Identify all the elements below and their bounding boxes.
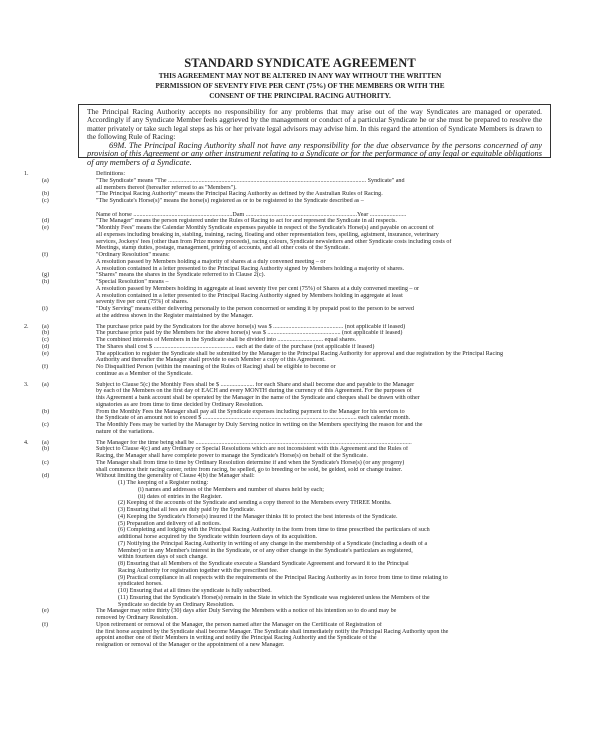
clause-text: From the Monthly Fees the Manager shall pay all the Syndicate expenses including payment to the Manager for his services to: [96, 408, 405, 415]
clause-text: Subject to Clause 4(c) and any Ordinary or Special Resolutions which are not inconsistent with this Agreement and the Rules of: [96, 446, 409, 453]
clause-line: [18, 266, 592, 273]
clause-text: Member) or in any Member's interest in the Syndicate, or of any other change in the Syndicate's particulars as registered,: [118, 547, 413, 554]
clause-text: services, Jockeys' fees (other than from Prize money proceeds), racing colours, Syndicate newsletters and other Syndicate costs including costs of: [96, 238, 452, 245]
clause-label: (f): [42, 364, 49, 370]
clause-text: The Manager shall from time to time by Ordinary Resolution determine if and when the Syndicate's Horse(s) (or any progeny): [96, 459, 405, 466]
clause-text: The Shares shall cost $ ..................................................... each at the date of the purchase (not applicable if leased): [96, 343, 375, 350]
clause-text: (9) Practical compliance in all respects with the requirements of the Principal Racing Authority as in force from time to time relating to: [118, 574, 448, 581]
clause-text: (2) Keeping of the accounts of the Syndicate and sending a copy thereof to the Members every THREE Months.: [118, 500, 392, 507]
clause-text: Authority and thereafter the Manager shall provide to each Member a copy of this Agreement.: [96, 357, 326, 364]
clause-line: [18, 371, 592, 378]
clause-line: [18, 382, 592, 389]
clause-line: [18, 286, 592, 293]
clause-line: [18, 415, 592, 422]
clause-line: [18, 364, 592, 371]
clause-line: [18, 225, 592, 232]
clause-line: [18, 245, 592, 252]
clause-line: [18, 205, 592, 212]
clause-line: [18, 409, 592, 416]
clause-line: [18, 232, 592, 239]
clause-label: (d): [42, 473, 50, 480]
clause-text: signatories as are from time to time decided by Ordinary Resolution.: [96, 401, 264, 408]
clause-text: (7) Notifying the Principal Racing Authority in writing of any change in the membership of a Syndicate (including a death of a: [118, 540, 428, 547]
clause-text: resignation or removal of the Manager or the appointment of a new Manager.: [96, 642, 285, 648]
clause-line: [18, 615, 592, 622]
clause-text: "Monthly Fees" means the Calendar Monthly Syndicate expenses payable in respect of the Syndicate's Horse(s) and payable on account of: [96, 225, 434, 231]
clause-label: (a): [42, 323, 49, 330]
clause-line: [18, 388, 592, 395]
clause-line: [18, 548, 592, 555]
clause-text: Racing Authority for registration together with the prescribed fee.: [118, 567, 279, 574]
clause-number: 2.: [24, 323, 29, 330]
clause-line: [18, 293, 592, 300]
clause-line: [18, 337, 592, 344]
clause-line: [18, 313, 592, 320]
clause-label: (c): [42, 198, 49, 204]
clause-line: [18, 218, 592, 225]
clause-text: A resolution contained in a letter presented to the Principal Racing Authority signed by Members holding in aggregate at least: [96, 292, 403, 299]
clause-text: "The Syndicate's Horse(s)" means the horse(s) registered as or to be registered to the Syndicate described as –: [96, 198, 364, 204]
rule-69m-paragraph: 69M. The Principal Racing Authority shall not have any responsibility for the due observance by the persons concerned of any provision of this Agreement or any other instrument relating to a Syndicate or for the performance of any legal or equitable obligations of any members of a Syndicate.: [87, 140, 542, 167]
clause-text: removed by Ordinary Resolution.: [96, 615, 178, 621]
clause-line: [18, 622, 592, 629]
clause-label: (c): [42, 422, 49, 428]
clause-line: [18, 272, 592, 279]
clause-text: Subject to Clause 5(c) the Monthly Fees shall be $ ...................... for each Share and shall become due and payable to the Manager: [96, 381, 415, 388]
clause-text: The combined interests of Members in the Syndicate shall be divided into .............................. equal shares.: [96, 337, 357, 343]
clause-label: (a): [42, 439, 49, 446]
clause-line: [18, 514, 592, 521]
clause-line: [18, 198, 592, 205]
clause-text: continue as a Member of the Syndicate.: [96, 370, 193, 377]
clause-line: [18, 402, 592, 409]
clause-line: [18, 330, 592, 337]
clause-line: [18, 554, 592, 561]
clause-line: [18, 500, 592, 507]
clause-text: all members thereof (hereafter referred to as "Members").: [96, 184, 237, 191]
clause-text: (ii) dates of entries in the Register.: [138, 493, 223, 500]
clause-text: shall commence their racing career, retire from racing, be spelled, go to breeding or be sold, be gelded, sold or change trainer.: [96, 466, 403, 473]
clause-text: the first horse acquired by the Syndicate shall become Manager. The Syndicate shall immediately notify the Principal Racing Authority upon the: [96, 628, 449, 635]
agreement-body: [18, 171, 592, 649]
clause-text: The purchase price paid by the Members for the above horse(s) was $ ................................................ (not applicable if leased): [96, 330, 403, 337]
clause-text: No Disqualified Person (within the meaning of the Rules of Racing) shall be eligible to become or: [96, 364, 336, 370]
clause-line: [18, 521, 592, 528]
clause-line: [18, 487, 592, 494]
clause-line: [18, 422, 592, 429]
clause-line: [18, 259, 592, 266]
clause-line: [18, 635, 592, 642]
clause-text: "Ordinary Resolution" means:: [96, 252, 170, 258]
clause-label: (e): [42, 350, 49, 357]
clause-text: Definitions:: [96, 171, 126, 177]
clause-text: Racing, the Manager shall have complete power to manage the Syndicate's Horse(s) on behalf of the Syndicate.: [96, 453, 368, 459]
clause-line: [18, 429, 592, 436]
clause-line: [18, 595, 592, 602]
clause-line: [18, 239, 592, 246]
clause-line: [18, 575, 592, 582]
clause-line: [18, 446, 592, 453]
disclaimer-box: [78, 104, 551, 167]
clause-text: A resolution contained in a letter presented to the Principal Racing Authority signed by Members holding a majority of shares.: [96, 265, 405, 272]
clause-text: (11) Ensuring that the Syndicate's Horse(s) remain in the State in which the Syndicate was registered unless the Members of the: [118, 594, 430, 601]
clause-text: (5) Preparation and delivery of all notices.: [118, 520, 222, 527]
clause-line: [18, 467, 592, 474]
clause-label: (c): [42, 459, 49, 466]
clause-label: (h): [42, 279, 50, 285]
clause-text: The application to register the Syndicate shall be submitted by the Manager to the Principal Racing Authority for approval and due registration by the Principal Racing: [96, 350, 503, 357]
clause-label: (f): [42, 621, 49, 628]
clause-text: Name of horse .................................................................Dam .........................................................................Year ........................: [96, 211, 407, 218]
clause-line: [18, 357, 592, 364]
clause-text: "Duly Serving" means either delivering personally to the person concerned or sending it by prepaid post to the person to be served: [96, 306, 414, 312]
clause-label: (b): [42, 446, 50, 453]
clause-label: (b): [42, 408, 50, 415]
clause-label: (e): [42, 225, 49, 231]
clause-line: [18, 252, 592, 259]
clause-line: [18, 440, 592, 447]
clause-text: Upon retirement or removal of the Manager, the person named after the Manager on the Certificate of Registration of: [96, 621, 382, 628]
clause-text: all expenses including breaking in, stabling, training, racing, floating and other representation fees, spelling, agistment, insurance, veterinary: [96, 231, 439, 238]
clause-line: [18, 480, 592, 487]
clause-text: A resolution passed by Members holding in aggregate at least seventy five per cent (75%) of Shares at a duly convened meeting – or: [96, 285, 420, 292]
subtitle-line: CONSENT OF THE PRINCIPAL RACING AUTHORITY.: [209, 91, 391, 100]
subtitle-line: THIS AGREEMENT MAY NOT BE ALTERED IN ANY WAY WITHOUT THE WRITTEN: [158, 72, 442, 80]
clause-line: [18, 351, 592, 358]
clause-text: The Manager for the time being shall be ..............................................................................................................................................: [96, 439, 412, 446]
clause-line: [18, 507, 592, 514]
clause-text: by each of the Members on the first day of EACH and every MONTH during the currency of this Agreement. For the purposes of: [96, 388, 412, 395]
clause-text: appoint another one of their Members in writing and notify the Principal Racing Authority and the Syndicate of the: [96, 635, 377, 642]
clause-text: The Monthly Fees may be varied by the Manager by Duly Serving notice in writing on the Members specifying the reason for and the: [96, 422, 423, 428]
clause-line: [18, 344, 592, 351]
clause-line: [18, 494, 592, 501]
clause-text: (1) The keeping of a Register noting:: [118, 480, 209, 486]
clause-text: this Agreement a bank account shall be operated by the Manager in the name of the Syndicate and cheques shall be drawn with other: [96, 395, 420, 401]
clause-text: (8) Ensuring that all Members of the Syndicate execute a Standard Syndicate Agreement and forward it to the Principal: [118, 561, 409, 567]
clause-text: nature of the variations.: [96, 428, 154, 435]
clause-text: (i) names and addresses of the Members and number of shares held by each;: [138, 486, 324, 493]
clause-text: (6) Completing and lodging with the Principal Racing Authority in the form from time to time prescribed the particulars of such: [118, 527, 430, 534]
clause-line: [18, 541, 592, 548]
clause-line: [18, 299, 592, 306]
clause-text: syndicated horses.: [118, 581, 163, 588]
clause-label: (a): [42, 381, 49, 388]
clause-label: (f): [42, 252, 49, 258]
clause-line: [18, 534, 592, 541]
clause-text: additional horse acquired by the Syndicate within fourteen days of its acquisition.: [118, 534, 318, 540]
clause-text: "The Manager" means the person registered under the Rules of Racing to act for and represent the Syndicate in all respects.: [96, 218, 397, 225]
subtitle-line: PERMISSION OF SEVENTY FIVE PER CENT (75%) OF THE MEMBERS OR WITH THE: [155, 81, 445, 90]
clause-line: [18, 324, 592, 331]
clause-text: (4) Keeping the Syndicate's Horse(s) insured if the Manager thinks fit to protect the best interests of the Syndicate.: [118, 513, 398, 520]
clause-label: (g): [42, 272, 50, 279]
clause-line: [18, 460, 592, 467]
clause-line: [18, 395, 592, 402]
clause-line: [18, 191, 592, 198]
clause-label: (b): [42, 191, 50, 198]
clause-label: (i): [42, 306, 48, 312]
clause-line: [18, 581, 592, 588]
clause-text: "The Syndicate" means "The .................................................................................................................................. Syndicate" and: [96, 177, 405, 184]
clause-text: "Shares" means the shares in the Syndicate referred to in Clause 2(c).: [96, 272, 266, 279]
clause-number: 3.: [24, 381, 29, 388]
clause-line: [18, 608, 592, 615]
clause-line: [18, 453, 592, 460]
clause-text: The Manager may retire thirty (30) days after Duly Serving the Members with a notice of his intention so to do and may be: [96, 608, 397, 615]
clause-label: (c): [42, 337, 49, 343]
clause-line: [18, 629, 592, 636]
clause-number: 1.: [24, 171, 29, 177]
clause-text: Meetings, stamp duties, postage, management, printing of accounts, and all other costs of the Syndicate.: [96, 245, 350, 252]
document-subtitle: [0, 72, 600, 101]
clause-line: [18, 473, 592, 480]
clause-label: (e): [42, 608, 49, 615]
document-title: STANDARD SYNDICATE AGREEMENT: [184, 56, 416, 70]
clause-text: within fourteen days of such change.: [118, 554, 208, 561]
clause-label: (a): [42, 177, 49, 184]
clause-text: the Syndicate of an amount not to exceed $ ..................................................................................................... each calendar month.: [96, 415, 411, 422]
clause-line: [18, 178, 592, 185]
clause-line: [18, 568, 592, 575]
clause-line: [18, 602, 592, 609]
clause-number: 4.: [24, 439, 29, 446]
clause-line: [18, 306, 592, 313]
clause-line: [18, 212, 592, 219]
clause-text: at the address shown in the Register maintained by the Manager.: [96, 312, 254, 319]
clause-line: [18, 185, 592, 192]
disclaimer-paragraph: The Principal Racing Authority accepts no responsibility for any problems that may arise out of the way Syndicates are managed or operated. Accordingly if any Syndicate Member feels aggrieved by the management or conduct of a particular Syndicate he or she must be prepared to resolve the matter privately or take such legal steps as his or her private legal advisors may advise him. In this regard the attention of Syndicate Members is drawn to the following Rule of Racing:: [87, 107, 542, 142]
clause-text: (3) Ensuring that all fees are duly paid by the Syndicate.: [118, 507, 256, 513]
clause-label: (d): [42, 218, 50, 225]
clause-text: "The Principal Racing Authority" means the Principal Racing Authority as defined by the Australian Rules of Racing.: [96, 191, 383, 198]
clause-text: Without limiting the generality of Clause 4(b) the Manager shall:: [96, 473, 255, 480]
clause-text: The purchase price paid by the Syndicators for the above horse(s) was $ .............................................. (not applicable if leased): [96, 323, 406, 330]
clause-line: [18, 527, 592, 534]
clause-line: [18, 588, 592, 595]
clause-text: "Special Resolution" means –: [96, 279, 169, 285]
clause-line: [18, 171, 592, 178]
clause-label: (d): [42, 343, 50, 350]
clause-line: [18, 279, 592, 286]
clause-line: [18, 642, 592, 649]
clause-line: [18, 561, 592, 568]
clause-text: (10) Ensuring that at all times the syndicate is fully subscribed.: [118, 588, 272, 594]
clause-text: A resolution passed by Members holding a majority of shares at a duly convened meeting – or: [96, 258, 326, 265]
clause-label: (b): [42, 330, 50, 337]
clause-text: Syndicate so decide by an Ordinary Resolution.: [118, 601, 235, 608]
clause-text: seventy five per cent (75%) of shares.: [96, 299, 189, 306]
